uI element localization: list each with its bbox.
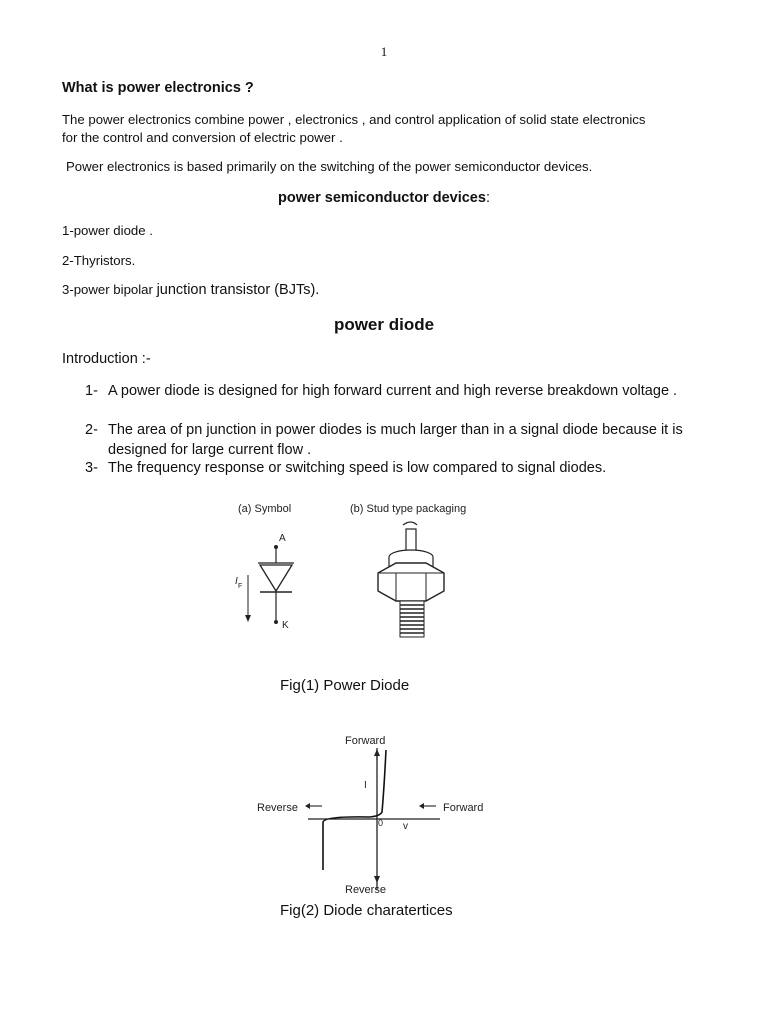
arrow-down-icon xyxy=(374,876,380,883)
anode-label: A xyxy=(279,533,286,544)
paragraph-2: Power electronics is based primarily on the switching of the power semiconductor devices. xyxy=(66,159,593,174)
devices-heading-text: power semiconductor devices xyxy=(278,190,486,206)
device-item-3-small: 3-power bipolar xyxy=(62,282,157,297)
section-title: power diode xyxy=(333,315,435,334)
intro-item-3-num: 3- xyxy=(85,460,98,476)
fig2-reverse-left: Reverse xyxy=(257,802,298,814)
intro-item-1-num: 1- xyxy=(85,383,98,399)
fig2-forward-right: Forward xyxy=(443,802,484,814)
fig2-axis-v: v xyxy=(403,821,408,832)
fig1-label-stud: (b) Stud type packaging xyxy=(350,503,467,515)
devices-heading xyxy=(0,190,768,206)
arrow-right-icon xyxy=(419,803,424,809)
intro-item-3-text: The frequency response or switching speed is low compared to signal diodes. xyxy=(108,460,607,476)
device-item-2-text: 2-Thyristors. xyxy=(62,253,136,268)
devices-heading-colon: : xyxy=(485,190,490,206)
arrow-left-icon xyxy=(305,803,310,809)
device-item-3-large: junction transistor (BJTs). xyxy=(156,282,320,298)
device-item-1-text: 1-power diode . xyxy=(62,223,153,238)
fig2-caption: Fig(2) Diode charatertices xyxy=(280,902,453,919)
intro-item-1-text: A power diode is designed for high forward current and high reverse breakdown voltage . xyxy=(108,383,678,399)
paragraph-1-line-1: The power electronics combine power , electronics , and control application of solid state electronics xyxy=(62,112,646,127)
fig2-forward-top: Forward xyxy=(345,735,386,747)
fig1-caption: Fig(1) Power Diode xyxy=(280,677,410,694)
intro-item-1 xyxy=(85,382,705,422)
current-sub: F xyxy=(238,583,243,590)
figure-diode-characteristics xyxy=(250,730,500,898)
intro-label: Introduction :- xyxy=(62,351,151,367)
fig2-axis-i: I xyxy=(364,780,367,791)
heading-question: What is power electronics ? xyxy=(62,80,254,96)
arrow-up-icon xyxy=(374,749,380,756)
page-number: 1 xyxy=(380,44,388,59)
intro-item-3 xyxy=(85,459,705,479)
intro-item-2 xyxy=(85,421,705,461)
diode-symbol xyxy=(235,533,294,631)
fig1-label-symbol: (a) Symbol xyxy=(238,503,292,515)
device-item-1 xyxy=(62,222,153,240)
device-item-2 xyxy=(62,252,135,270)
intro-item-2-num: 2- xyxy=(85,422,98,438)
paragraph-1-line-2: for the control and conversion of electric power . xyxy=(62,130,343,145)
cathode-label: K xyxy=(282,620,289,631)
device-item-3 xyxy=(62,282,319,298)
current-label: I xyxy=(235,576,238,587)
figure-power-diode xyxy=(228,495,498,650)
fig2-reverse-bottom: Reverse xyxy=(345,884,386,896)
stud-package-drawing xyxy=(378,522,444,637)
fig2-origin: 0 xyxy=(378,818,384,828)
intro-item-2-text: The area of pn junction in power diodes is much larger than in a signal diode because it is designed for large current flow . xyxy=(108,422,683,458)
